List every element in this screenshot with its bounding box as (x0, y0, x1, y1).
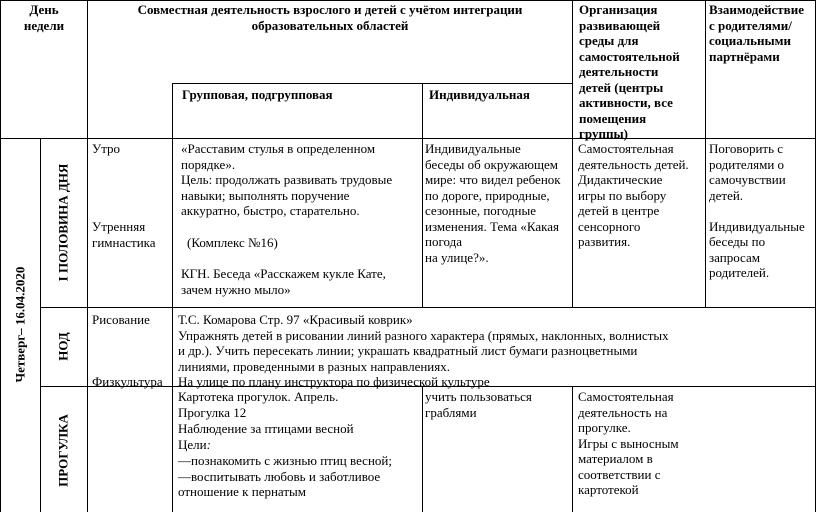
section-nod-title: НОД (55, 332, 71, 361)
walk-environment: Самостоятельная деятельность на прогулке. Игры с выносным материалом в соответствии с картотекой (578, 389, 679, 497)
morning-group-activity: «Расставим стулья в определенном порядке». Цель: продолжать развивать трудовые навыки; выполнять поручение аккуратно, быстро, старательно. (181, 141, 393, 218)
individual-col-rule-top (422, 83, 423, 307)
gymnastics-complex: (Комплекс №16) (187, 235, 278, 250)
day-label: Четверг– 16.04.2020 (12, 266, 28, 383)
header-day: День недели (23, 2, 65, 33)
kgn-conversation: КГН. Беседа «Расскажем кукле Кате, зачем нужно мыло» (181, 266, 386, 297)
environment-col-rule-bottom (572, 386, 573, 512)
individual-col-rule-bottom (422, 386, 423, 512)
header-col-rule (87, 0, 88, 138)
morning-label: Утро (92, 141, 121, 156)
walk-goals-heading (178, 437, 420, 453)
nod-pe-text: На улице по плану инструктора по физической культуре (178, 374, 490, 389)
table-border-top (0, 0, 816, 1)
header-environment: Организация развивающей среды для самостоятельной деятельности детей (центры активности, все помещения группы) (579, 2, 680, 141)
pe-label: Физкультура (92, 374, 163, 389)
walk-goals: —познакомить с жизнью птиц весной; —воспитывать любовь и заботливое отношение к пернатым (178, 453, 392, 499)
environment-col-rule-top (572, 0, 573, 307)
walk-observation: Наблюдение за птицами весной (178, 421, 354, 436)
day-column-rule (40, 138, 41, 512)
walk-card-index: Картотека прогулок. Апрель. (178, 389, 339, 404)
section-walk-title: ПРОГУЛКА (55, 414, 71, 487)
activity-col-rule (172, 83, 173, 512)
header-parents: Взаимодействие с родителями/ социальными партнёрами (709, 2, 804, 64)
walk-individual: учить пользоваться граблями (425, 389, 532, 420)
morning-environment: Самостоятельная деятельность детей. Дидактические игры по выбору детей в центре сенсорного развития. (578, 141, 689, 249)
walk-goals-label: Цели (178, 437, 207, 452)
morning-individual: Индивидуальные беседы об окружающем мире: что видел ребенок по дороге, природные, сезонные, погодные изменения. Тема «Какая погода на улице?». (425, 141, 561, 265)
walk-number: Прогулка 12 (178, 405, 247, 420)
nod-drawing-text: Т.С. Комарова Стр. 97 «Красивый коврик» Упражнять детей в рисовании линий разного характера (прямых, наклонных, волнистых и др.). Учить пересекать линии; украшать квадратный лист бумаги разноцветными линиями, проведенными в разных направлениях. (178, 312, 669, 374)
gymnastics-label: Утренняя гимнастика (92, 219, 156, 250)
header-individual: Индивидуальная (429, 87, 530, 102)
header-joint-activity: Совместная деятельность взрослого и детей с учётом интеграции образовательных областей (137, 2, 523, 33)
section-rule-1 (40, 307, 816, 308)
table-border-left (0, 0, 1, 512)
parents-col-rule (705, 0, 706, 307)
walk-goals-colon: : (206, 437, 211, 452)
drawing-label: Рисование (92, 312, 150, 327)
section-col-rule (87, 138, 88, 512)
header-mid-rule (172, 83, 572, 84)
section-first-half-title: I ПОЛОВИНА ДНЯ (55, 163, 71, 282)
header-group: Групповая, подгрупповая (182, 87, 333, 102)
morning-parents: Поговорить с родителями о самочувствии детей. Индивидуальные беседы по запросам родителей. (709, 141, 805, 280)
